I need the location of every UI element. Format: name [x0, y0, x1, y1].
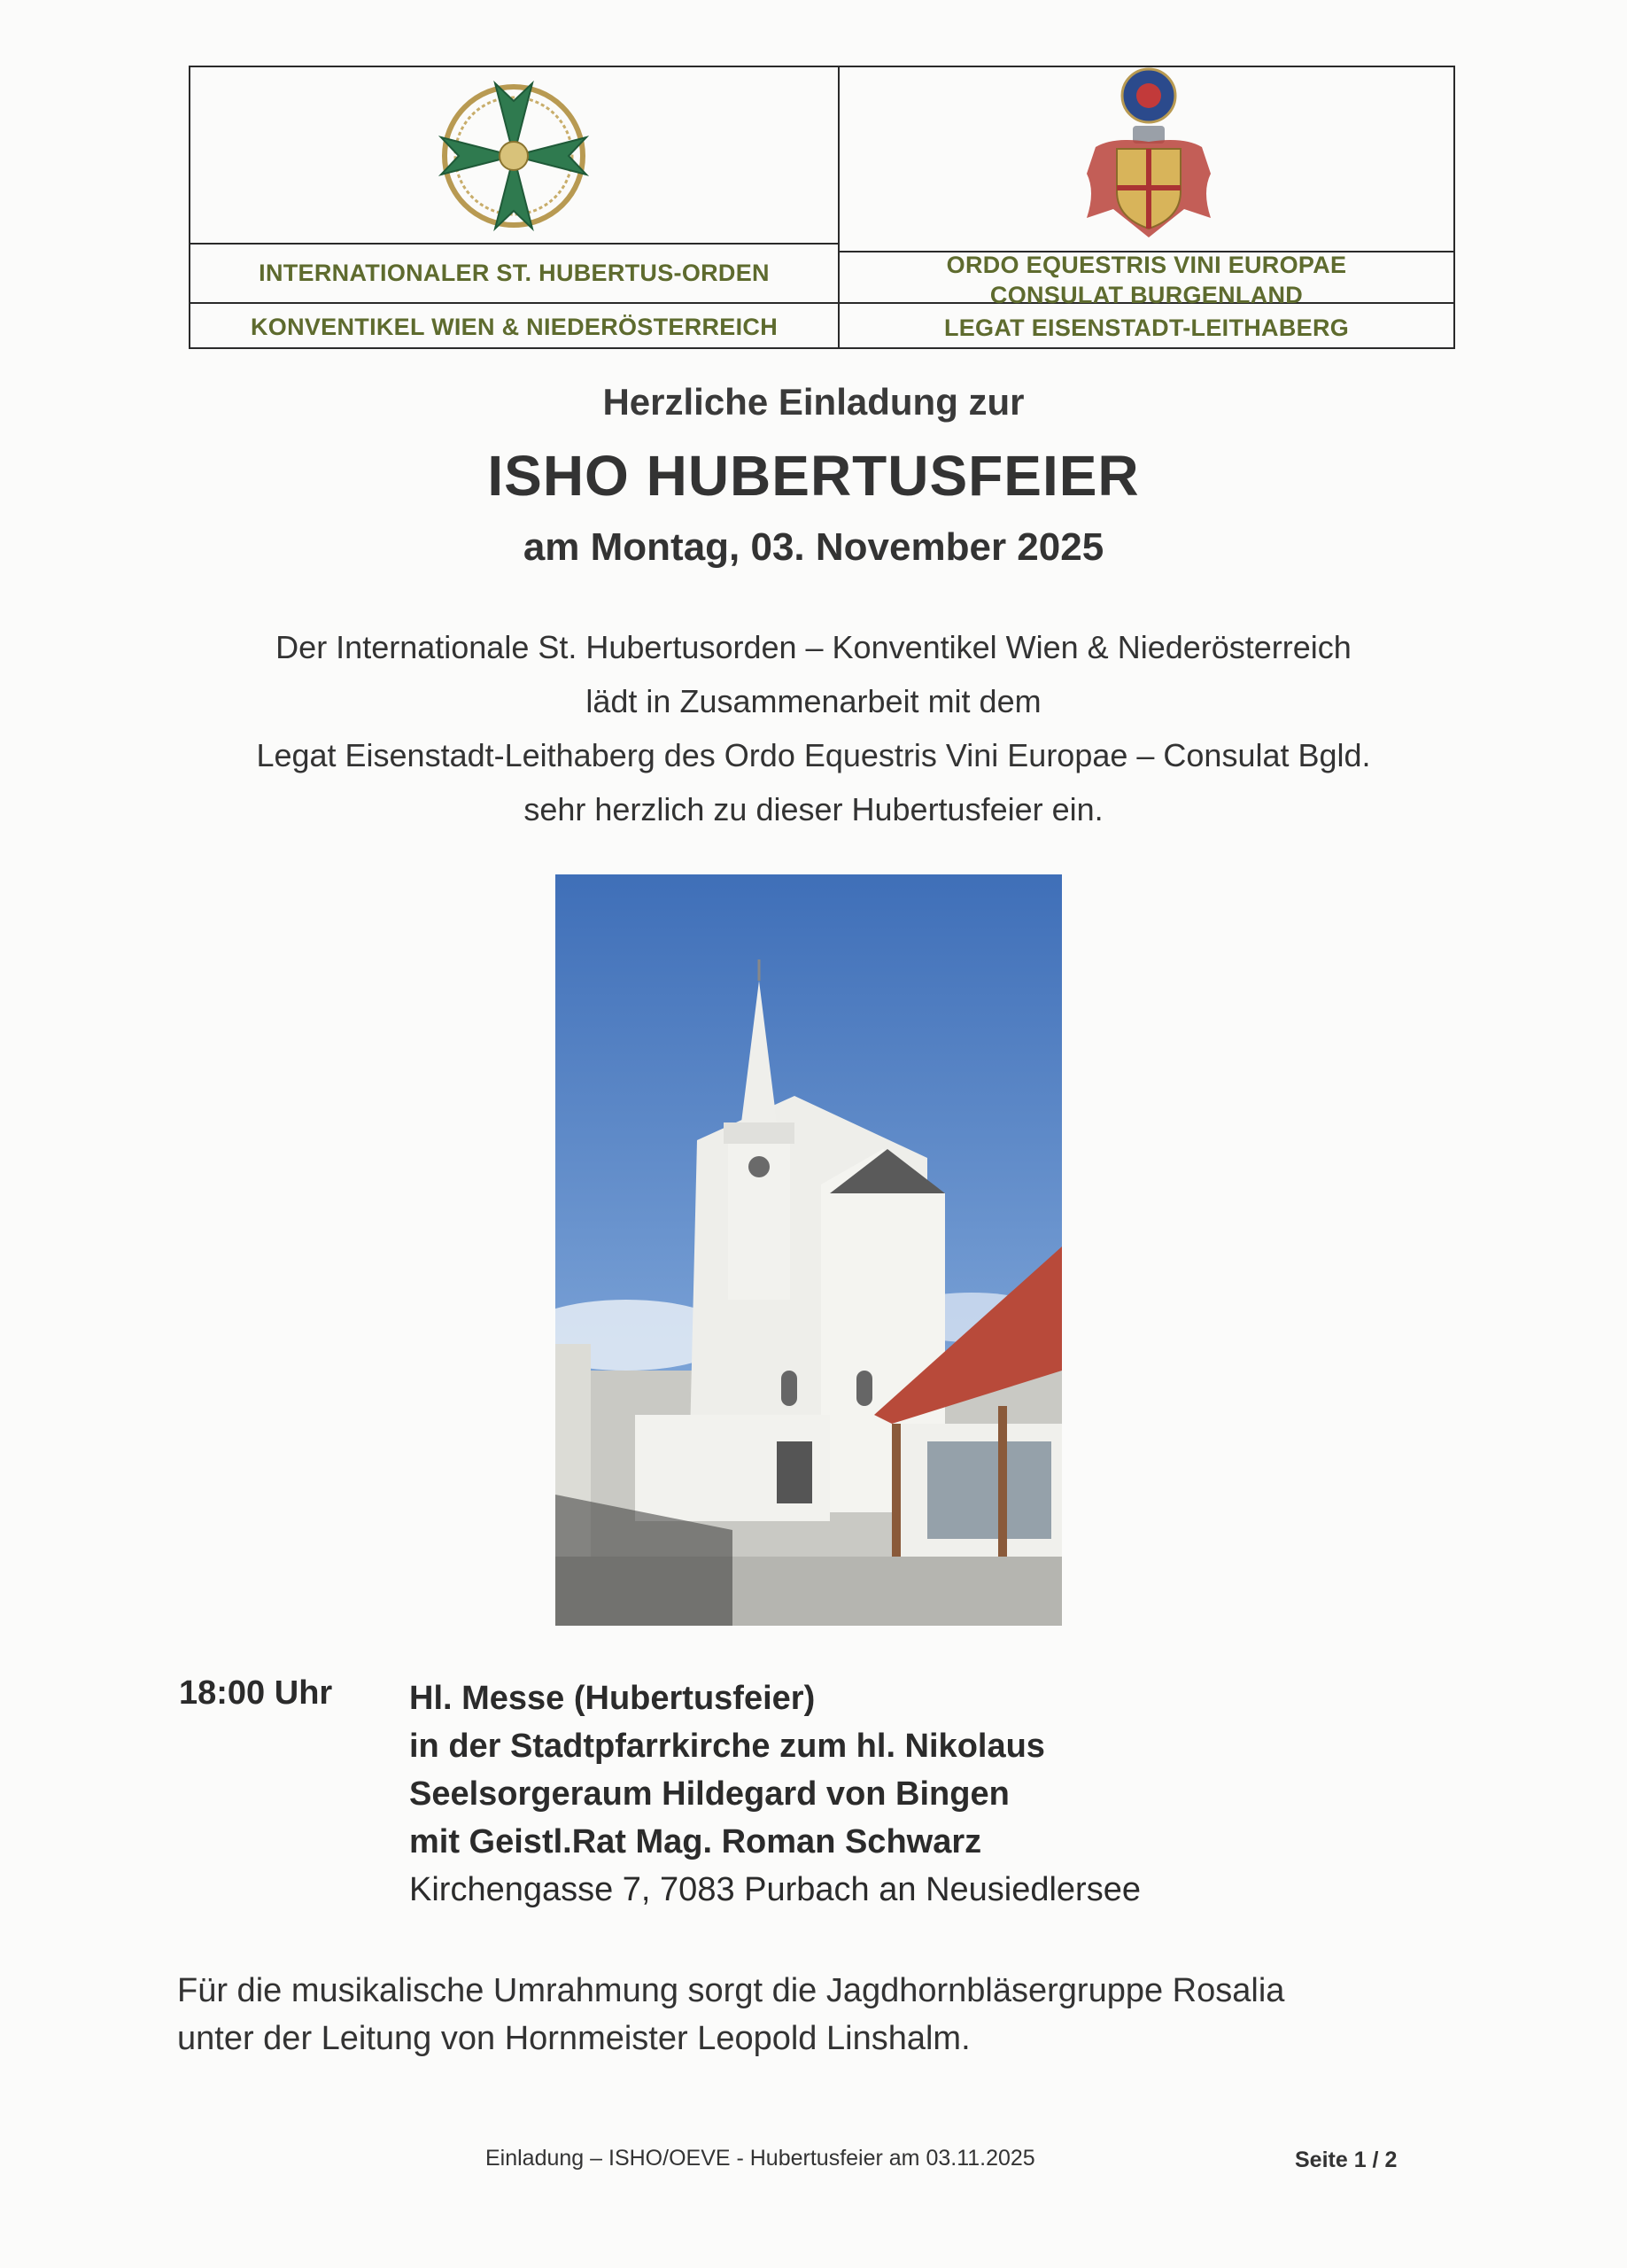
event-line: Hl. Messe (Hubertusfeier): [409, 1680, 816, 1717]
event-details: [409, 1674, 1141, 1914]
music-line: unter der Leitung von Hornmeister Leopold Linshalm.: [177, 2020, 971, 2057]
music-line: Für die musikalische Umrahmung sorgt die Jagdhornbläsergruppe Rosalia: [177, 1972, 1285, 2009]
church-photo: [555, 874, 1062, 1626]
music-note: [177, 1967, 1284, 2062]
intro-line: sehr herzlich zu dieser Hubertusfeier ein.: [523, 791, 1104, 827]
right-org-name-line1: ORDO EQUESTRIS VINI EUROPAE: [946, 252, 1347, 278]
intro-line: lädt in Zusammenarbeit mit dem: [585, 683, 1042, 719]
maltese-cross-emblem-icon: [431, 76, 596, 236]
left-org-sub: KONVENTIKEL WIEN & NIEDERÖSTERREICH: [250, 314, 779, 340]
event-date: am Montag, 03. November 2025: [523, 525, 1104, 569]
footer-text: Einladung – ISHO/OEVE - Hubertusfeier am 03.11.2025: [485, 2146, 1035, 2171]
intro-paragraph: [0, 620, 1627, 836]
header-table: [189, 66, 1455, 349]
table-divider: [190, 243, 838, 245]
event-line: mit Geistl.Rat Mag. Roman Schwarz: [409, 1823, 982, 1860]
intro-line: Der Internationale St. Hubertusorden – Konventikel Wien & Niederösterreich: [275, 629, 1352, 665]
invite-heading: Herzliche Einladung zur: [602, 381, 1025, 423]
event-line: in der Stadtpfarrkirche zum hl. Nikolaus: [409, 1728, 1045, 1765]
coat-of-arms-icon: [1078, 67, 1220, 241]
page-number: Seite 1 / 2: [1295, 2148, 1398, 2172]
intro-line: Legat Eisenstadt-Leithaberg des Ordo Equestris Vini Europae – Consulat Bgld.: [256, 737, 1371, 773]
event-address: Kirchengasse 7, 7083 Purbach an Neusiedlersee: [409, 1871, 1141, 1908]
left-org-name: INTERNATIONALER ST. HUBERTUS-ORDEN: [259, 260, 770, 286]
right-org-sub: LEGAT EISENSTADT-LEITHABERG: [943, 315, 1350, 341]
event-title: ISHO HUBERTUSFEIER: [487, 444, 1140, 508]
right-org-name-line2: CONSULAT BURGENLAND: [989, 282, 1304, 308]
event-line: Seelsorgeraum Hildegard von Bingen: [409, 1775, 1010, 1813]
event-time: 18:00 Uhr: [179, 1674, 333, 1712]
